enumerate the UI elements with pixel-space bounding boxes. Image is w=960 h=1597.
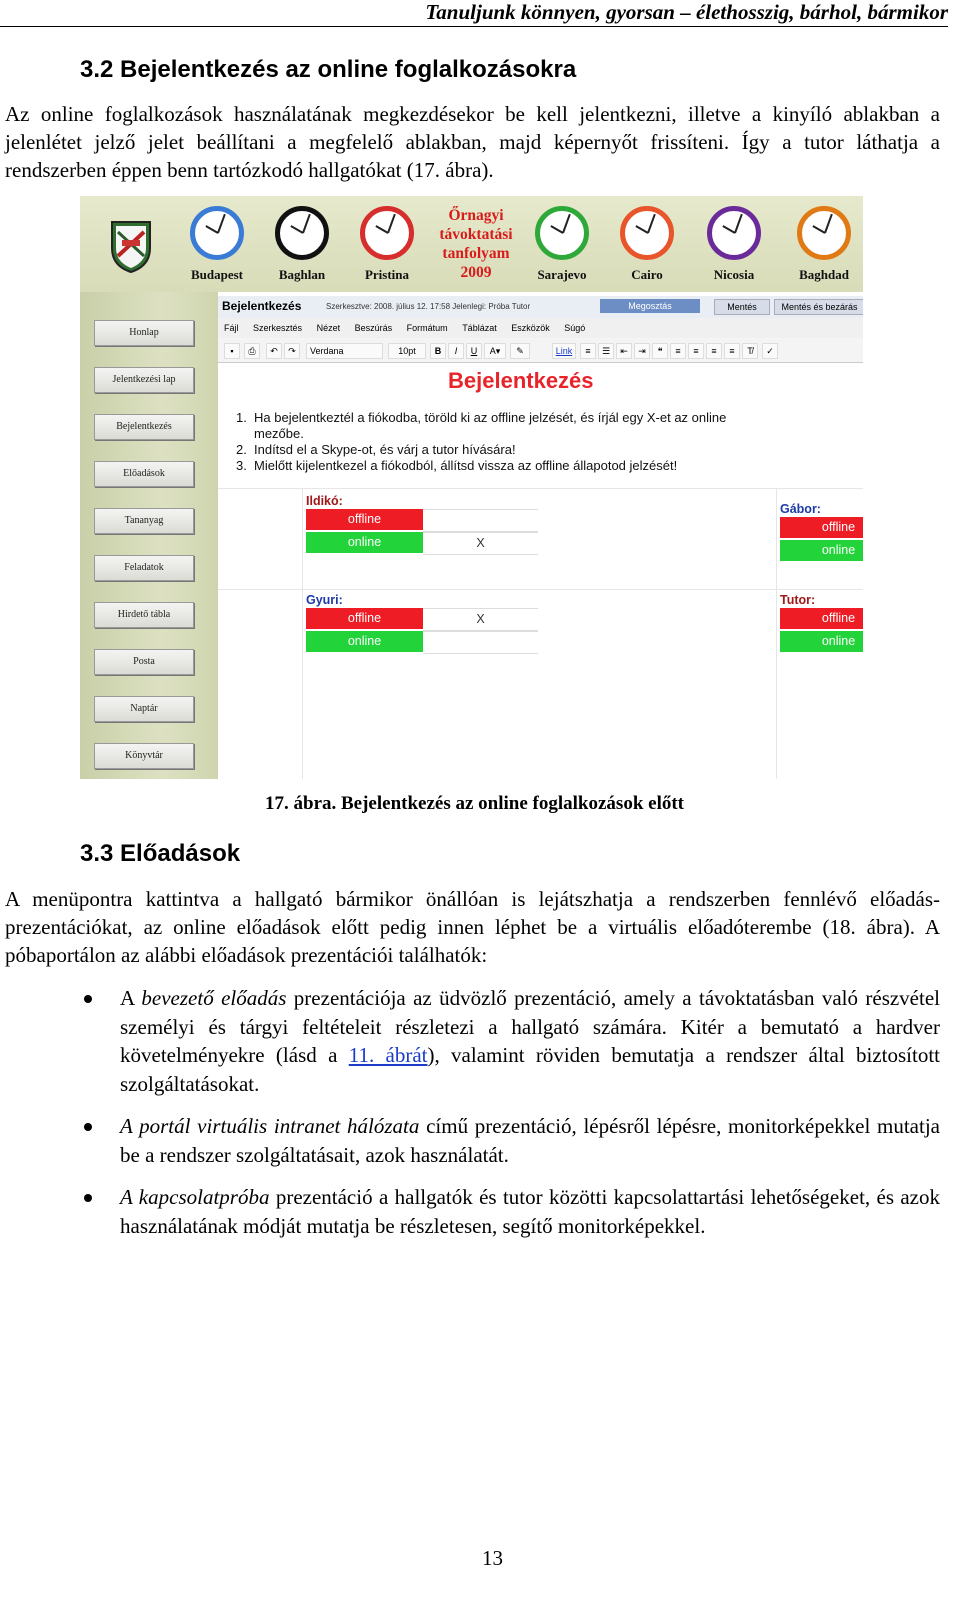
text-color-icon[interactable]: A▾ xyxy=(484,343,506,359)
status-tutor xyxy=(780,593,863,653)
offline-field[interactable] xyxy=(423,509,538,532)
save-button[interactable]: Mentés xyxy=(714,299,770,315)
emphasis: A portál virtuális intranet hálózata xyxy=(120,1114,420,1138)
step-text: mezőbe. xyxy=(254,426,304,441)
crest-icon xyxy=(108,218,154,274)
outdent-icon[interactable]: ⇤ xyxy=(616,343,632,359)
instruction-item xyxy=(236,442,846,458)
clock-icon xyxy=(275,206,329,260)
editor-title: Bejelentkezés xyxy=(222,299,302,313)
editor-titlebar xyxy=(218,296,863,319)
participant-name: Gyuri: xyxy=(306,593,343,607)
clock-icon xyxy=(535,206,589,260)
offline-label: offline xyxy=(780,608,863,629)
link-button[interactable]: Link xyxy=(552,343,576,359)
menu-format[interactable]: Formátum xyxy=(406,323,448,333)
align-center-icon[interactable]: ≡ xyxy=(688,343,704,359)
clock-pristina xyxy=(350,206,424,283)
list-item xyxy=(80,1112,940,1169)
menu-edit[interactable]: Szerkesztés xyxy=(253,323,303,333)
emphasis: A kapcsolatpróba xyxy=(120,1185,270,1209)
clock-city-label: Sarajevo xyxy=(537,267,587,282)
editor-toolbar xyxy=(218,338,863,363)
online-label: online xyxy=(306,631,423,652)
clock-city-label: Baghlan xyxy=(278,267,326,282)
participant-name: Ildikó: xyxy=(306,494,343,508)
section-3-2-paragraph: Az online foglalkozások használatának megkezdésekor be kell jelentkezni, illetve a kinyíló ablakban a jelenlétet jelző jelet beállítani a megfelelő ablakban, majd képernyőt frissíteni. Így a tutor láthatja a rendszerben éppen benn tartózkodó hallgatókat (17. ábra). xyxy=(5,102,940,182)
menu-view[interactable]: Nézet xyxy=(316,323,341,333)
clock-city-label: Baghdad xyxy=(799,267,849,282)
menu-file[interactable]: Fájl xyxy=(224,323,239,333)
clock-baghdad xyxy=(787,206,861,283)
text-run: prezentáció a hallgatók és tutor közötti kapcsolattartási lehetőségeket, és azok használatának módját mutatja be részletesen, segítő monitorképekkel. xyxy=(120,1185,940,1238)
bullet-list-icon[interactable]: ☰ xyxy=(598,343,614,359)
emphasis: bevezető előadás xyxy=(141,986,287,1010)
undo-icon[interactable]: ↶ xyxy=(266,343,282,359)
numbered-list-icon[interactable]: ≡ xyxy=(580,343,596,359)
section-heading-3-3: 3.3 Előadások xyxy=(80,840,241,867)
list-item xyxy=(80,984,940,1098)
align-left-icon[interactable]: ≡ xyxy=(670,343,686,359)
nav-konyvtar[interactable]: Könyvtár xyxy=(94,743,194,769)
align-right-icon[interactable]: ≡ xyxy=(706,343,722,359)
nav-feladatok[interactable]: Feladatok xyxy=(94,555,194,581)
offline-field[interactable]: X xyxy=(423,608,538,631)
status-gyuri xyxy=(306,593,538,653)
clock-icon xyxy=(707,206,761,260)
highlight-icon[interactable]: ✎ xyxy=(510,343,530,359)
clear-format-icon[interactable]: T̸ xyxy=(742,343,758,359)
nav-posta[interactable]: Posta xyxy=(94,649,194,675)
step-number: 3. xyxy=(236,458,247,473)
participant-name: Tutor: xyxy=(780,593,816,607)
menu-tools[interactable]: Eszközök xyxy=(511,323,550,333)
nav-eloadasok[interactable]: Előadások xyxy=(94,461,194,487)
font-family-select[interactable]: Verdana xyxy=(306,343,383,359)
italic-icon[interactable]: I xyxy=(448,343,464,359)
table-gridline xyxy=(218,589,863,590)
step-number: 1. xyxy=(236,410,247,425)
offline-label: offline xyxy=(780,517,863,538)
running-title: Tanuljunk könnyen, gyorsan – élethosszig, bárhol, bármikor xyxy=(425,0,948,24)
course-title-line: 2009 xyxy=(460,264,492,281)
print-icon[interactable]: ⎙ xyxy=(244,343,260,359)
save-and-close-button[interactable]: Mentés és bezárás xyxy=(774,299,863,315)
underline-icon[interactable]: U xyxy=(466,343,482,359)
clock-sarajevo xyxy=(525,206,599,283)
editor-menubar xyxy=(218,318,863,338)
instruction-list xyxy=(236,410,846,474)
online-label: online xyxy=(780,540,863,561)
clock-icon xyxy=(620,206,674,260)
course-title-line: Őrnagyi xyxy=(448,207,504,224)
online-label: online xyxy=(780,631,863,652)
nav-hirdeto-tabla[interactable]: Hirdető tábla xyxy=(94,602,194,628)
clock-city-label: Cairo xyxy=(631,267,663,282)
section-heading-3-2: 3.2 Bejelentkezés az online foglalkozásokra xyxy=(80,56,577,83)
spellcheck-icon[interactable]: ✓ xyxy=(762,343,778,359)
portal-banner xyxy=(80,196,863,292)
nav-honlap[interactable]: Honlap xyxy=(94,320,194,346)
offline-label: offline xyxy=(306,608,423,629)
nav-naptar[interactable]: Naptár xyxy=(94,696,194,722)
clock-city-label: Budapest xyxy=(190,267,244,282)
font-size-select[interactable]: 10pt xyxy=(388,343,426,359)
clock-city-label: Pristina xyxy=(364,267,410,282)
clock-budapest xyxy=(180,206,254,283)
list-item xyxy=(80,1183,940,1240)
course-title-line: távoktatási xyxy=(439,226,513,243)
online-field[interactable]: X xyxy=(423,532,538,555)
editor-subtitle: Szerkesztve: 2008. július 12. 17:58 Jelenlegi: Próba Tutor xyxy=(326,302,531,311)
document-editor xyxy=(218,296,863,779)
justify-icon[interactable]: ≡ xyxy=(724,343,740,359)
course-title xyxy=(420,206,532,282)
share-button[interactable]: Megosztás xyxy=(600,299,700,313)
table-gridline xyxy=(218,488,863,489)
running-header xyxy=(0,0,948,27)
nav-bejelentkezes[interactable]: Bejelentkezés xyxy=(94,414,194,440)
status-gabor xyxy=(780,502,863,562)
quote-icon[interactable]: ❝ xyxy=(652,343,668,359)
text-run: ), valamint röviden bemutatja a rendszer által biztosított szolgáltatásokat. xyxy=(120,1043,940,1096)
redo-icon[interactable]: ↷ xyxy=(284,343,300,359)
portal-sidebar xyxy=(80,292,218,779)
menu-table[interactable]: Táblázat xyxy=(462,323,497,333)
offline-label: offline xyxy=(306,509,423,530)
clock-nicosia xyxy=(697,206,771,283)
clock-city-label: Nicosia xyxy=(713,267,755,282)
participant-name: Gábor: xyxy=(780,502,821,516)
figure-17-screenshot xyxy=(80,196,863,779)
text-run: című prezentáció, lépésről lépésre, monitorképekkel mutatja be a rendszer szolgáltatásait, azok használatát. xyxy=(120,1114,940,1167)
instruction-item xyxy=(236,426,846,442)
table-gridline xyxy=(776,488,777,779)
nav-tananyag[interactable]: Tananyag xyxy=(94,508,194,534)
instruction-item xyxy=(236,410,846,426)
clock-cairo xyxy=(610,206,684,283)
save-icon[interactable]: ▪ xyxy=(224,343,240,359)
instruction-item xyxy=(236,458,846,474)
indent-icon[interactable]: ⇥ xyxy=(634,343,650,359)
step-text: Ha bejelentkeztél a fiókodba, töröld ki az offline jelzését, és írjál egy X-et az online xyxy=(254,410,727,425)
course-title-line: tanfolyam xyxy=(442,245,510,262)
table-gridline xyxy=(302,488,303,779)
figure-caption: 17. ábra. Bejelentkezés az online foglalkozások előtt xyxy=(265,793,685,814)
document-heading: Bejelentkezés xyxy=(448,368,594,393)
clock-baghlan xyxy=(265,206,339,283)
online-field[interactable] xyxy=(423,631,538,654)
text-run: prezentációja az üdvözlő prezentáció, amely a távoktatásban való részvétel személyi és tárgyi feltételeit részletezi a hallgató számára. Kitér a bemutató a hardver követelményekre (lásd a xyxy=(120,986,940,1067)
text-run: A xyxy=(120,986,142,1010)
section-3-3-paragraph: A menüpontra kattintva a hallgató bármikor önállóan is lejátszhatja a rendszerben fennlévő előadás-prezentációkat, az online előadások előtt pedig innen léphet be a virtuális előadóterembe (18. ábra). A póbaportálon az alábbi előadások prezentációi találhatók: xyxy=(5,887,940,967)
page-number: 13 xyxy=(482,1546,503,1570)
clock-icon xyxy=(797,206,851,260)
clock-icon xyxy=(360,206,414,260)
clock-icon xyxy=(190,206,244,260)
presentation-list xyxy=(80,984,940,1254)
step-number: 2. xyxy=(236,442,247,457)
nav-jelentkezesi-lap[interactable]: Jelentkezési lap xyxy=(94,367,194,393)
step-text: Mielőtt kijelentkezel a fiókodból, állítsd vissza az offline állapotod jelzését! xyxy=(254,458,678,473)
bold-icon[interactable]: B xyxy=(430,343,446,359)
figure-11-link[interactable]: 11. ábrát xyxy=(348,1043,428,1067)
step-text: Indítsd el a Skype-ot, és várj a tutor hívására! xyxy=(254,442,516,457)
online-label: online xyxy=(306,532,423,553)
menu-insert[interactable]: Beszúrás xyxy=(354,323,393,333)
status-ildiko xyxy=(306,494,538,554)
menu-help[interactable]: Súgó xyxy=(564,323,586,333)
